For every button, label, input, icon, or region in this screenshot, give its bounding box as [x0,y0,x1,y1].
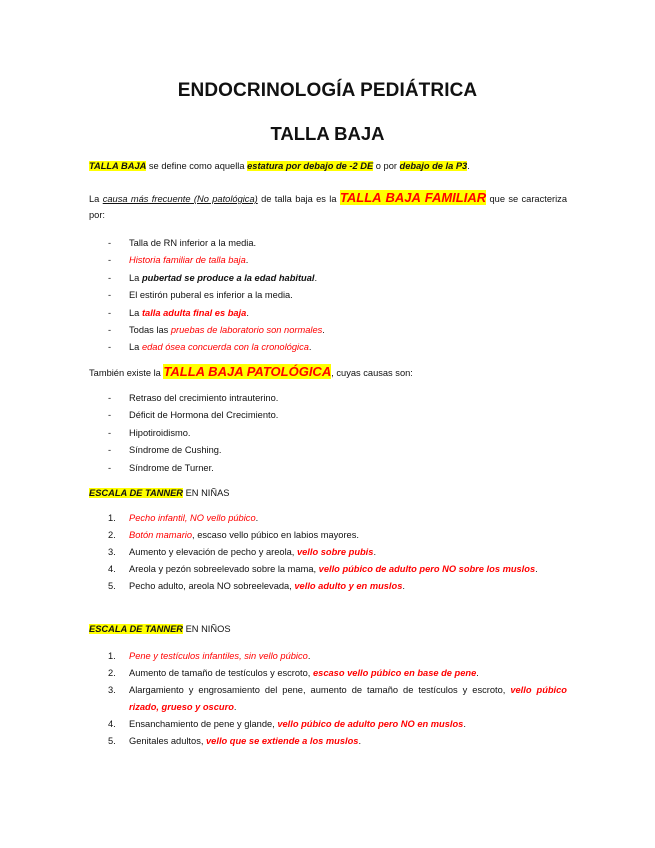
plain-text: La [129,307,142,318]
tanner-girls-list [89,510,567,595]
dash-bullet: - [108,290,112,301]
list-item [89,460,567,477]
emphasis-text: pruebas de laboratorio son normales [170,324,323,335]
item-text [129,682,567,715]
cause-emphasis: causa más frecuente (No patológica) [102,194,258,204]
dash-bullet: - [108,255,112,266]
item-text [129,410,278,420]
tanner-label: ESCALA DE TANNER [89,624,184,634]
familiar-list [89,235,567,357]
item-number: 5. [108,581,116,591]
plain-text: . [245,255,249,266]
list-item [89,648,567,665]
plain-text: . [322,324,325,335]
list-item [89,339,567,356]
emphasis-text: vello púbico de adulto pero NO en muslos [277,718,464,729]
emphasis-text: vello que se extiende a los muslos [206,735,359,746]
tanner-boys-list [89,648,567,750]
intro-text: de talla baja es la [257,194,340,204]
intro-text: que se caracteriza por: [89,194,567,220]
item-text [129,255,248,265]
plain-text: . [476,668,479,678]
familiar-highlight: TALLA BAJA FAMILIAR [339,190,487,205]
plain-text: La [129,272,142,283]
plain-text: . [314,272,318,283]
item-text [129,273,317,283]
item-text [129,445,222,455]
emphasis-text: Pecho infantil, NO vello púbico [129,513,256,523]
plain-text: . [307,651,311,661]
item-text [129,290,293,300]
item-text [129,527,567,544]
item-text [129,510,567,527]
dash-bullet: - [108,238,112,248]
item-text [129,716,567,733]
plain-text: . [463,718,466,729]
plain-text: . [255,513,259,523]
plain-text: Aumento y elevación de pecho y areola, [129,547,297,557]
plain-text: Talla de RN inferior a la media. [129,238,257,248]
item-text [129,733,567,750]
list-item [89,682,567,715]
plain-text: . [373,547,377,557]
dash-bullet: - [108,272,112,283]
item-text [129,342,311,352]
plain-text: . [402,581,405,591]
term-highlight: TALLA BAJA [89,161,147,171]
plain-text: Hipotiroidismo. [129,427,191,438]
emphasis-text: vello adulto y en muslos [294,581,403,591]
item-text [129,428,190,438]
item-text [129,238,256,248]
plain-text: . [246,307,249,318]
plain-text: Déficit de Hormona del Crecimiento. [129,410,279,421]
list-item [89,442,567,459]
emphasis-text: pubertad se produce a la edad habitual [141,272,315,283]
intro-text: La [89,194,103,204]
intro-text: También existe la [89,368,164,378]
plain-text: . [535,564,538,574]
emphasis-text: vello púbico de adulto pero NO sobre los muslos [318,564,536,574]
item-number: 1. [108,651,116,661]
tanner-suffix: EN NIÑAS [183,488,230,498]
plain-text: El estirón puberal es inferior a la media. [129,290,293,301]
tanner-label: ESCALA DE TANNER [89,488,184,498]
dash-bullet: - [108,342,112,353]
tanner-suffix: EN NIÑOS [183,624,231,634]
list-item [89,510,567,527]
dash-bullet: - [108,427,112,438]
list-item [89,578,567,595]
emphasis-text: edad ósea concuerda con la cronológica [141,342,309,353]
item-text [129,665,567,682]
item-text [129,648,567,665]
plain-text: . [308,342,312,353]
item-number: 4. [108,718,116,729]
plain-text: Areola y pezón sobreelevado sobre la mama, [129,564,319,574]
list-item [89,235,567,252]
dash-bullet: - [108,393,112,403]
emphasis-text: escaso vello púbico en base de pene [312,668,477,678]
list-item [89,527,567,544]
criterion-highlight: debajo de la P3 [399,161,468,171]
emphasis-text: vello púbico rizado, grueso y oscuro [129,685,567,712]
intro-text: , cuyas causas son: [331,368,413,378]
emphasis-text: Pene y testículos infantiles, sin vello púbico [129,651,308,661]
plain-text: Genitales adultos, [129,735,207,746]
dash-bullet: - [108,462,112,473]
plain-text: Pecho adulto, areola NO sobreelevada, [129,581,295,591]
plain-text: Todas las [129,324,171,335]
dash-bullet: - [108,307,112,318]
plain-text: La [129,342,142,353]
item-number: 1. [108,513,116,523]
item-text [129,578,567,595]
list-item [89,407,567,424]
plain-text: Aumento de tamaño de testículos y escroto, [129,668,313,678]
plain-text: Alargamiento y engrosamiento del pene, aumento de tamaño de testículos y escroto, [129,685,511,695]
plain-text: Síndrome de Cushing. [129,445,222,456]
item-number: 4. [108,564,116,574]
plain-text: Ensanchamiento de pene y glande, [129,718,278,729]
item-text [129,325,325,335]
list-item [89,561,567,578]
list-item [89,716,567,733]
item-text [129,393,278,403]
plain-text: . [358,735,362,746]
item-number: 2. [108,530,116,540]
plain-text: Síndrome de Turner. [129,462,214,473]
item-text [129,463,214,473]
list-item [89,665,567,682]
plain-text: , escaso vello púbico en labios mayores. [192,530,359,540]
definition-text: se define como aquella [146,161,248,171]
dash-bullet: - [108,324,112,335]
definition-text: . [467,161,470,171]
list-item [89,425,567,442]
list-item [89,733,567,750]
dash-bullet: - [108,410,112,421]
list-item [89,322,567,339]
pathologic-highlight: TALLA BAJA PATOLÓGICA [163,364,332,379]
criterion-highlight: estatura por debajo de -2 DE [247,161,374,171]
emphasis-text: Botón mamario [129,530,193,540]
item-number: 3. [108,685,116,695]
item-text [129,308,249,318]
list-item [89,270,567,287]
list-item [89,544,567,561]
definition-paragraph [89,158,567,174]
emphasis-text: talla adulta final es baja [141,307,247,318]
emphasis-text: vello sobre pubis [296,547,374,557]
list-item [89,305,567,322]
list-item [89,287,567,304]
emphasis-text: Historia familiar de talla baja [129,255,246,266]
dash-bullet: - [108,445,112,456]
familiar-intro-paragraph [89,190,567,223]
item-number: 5. [108,735,116,746]
tanner-boys-heading [89,621,567,637]
item-number: 3. [108,547,116,557]
item-text [129,544,567,561]
definition-text: o por [373,161,400,171]
list-item [89,252,567,269]
list-item [89,390,567,407]
plain-text: . [233,701,237,712]
pathologic-list [89,390,567,477]
item-number: 2. [108,668,116,678]
plain-text: Retraso del crecimiento intrauterino. [129,393,279,403]
item-text [129,561,567,578]
pathologic-intro-paragraph [89,364,567,381]
tanner-girls-heading [89,485,567,501]
page-title: ENDOCRINOLOGÍA PEDIÁTRICA [177,80,478,101]
section-title: TALLA BAJA [270,123,385,144]
